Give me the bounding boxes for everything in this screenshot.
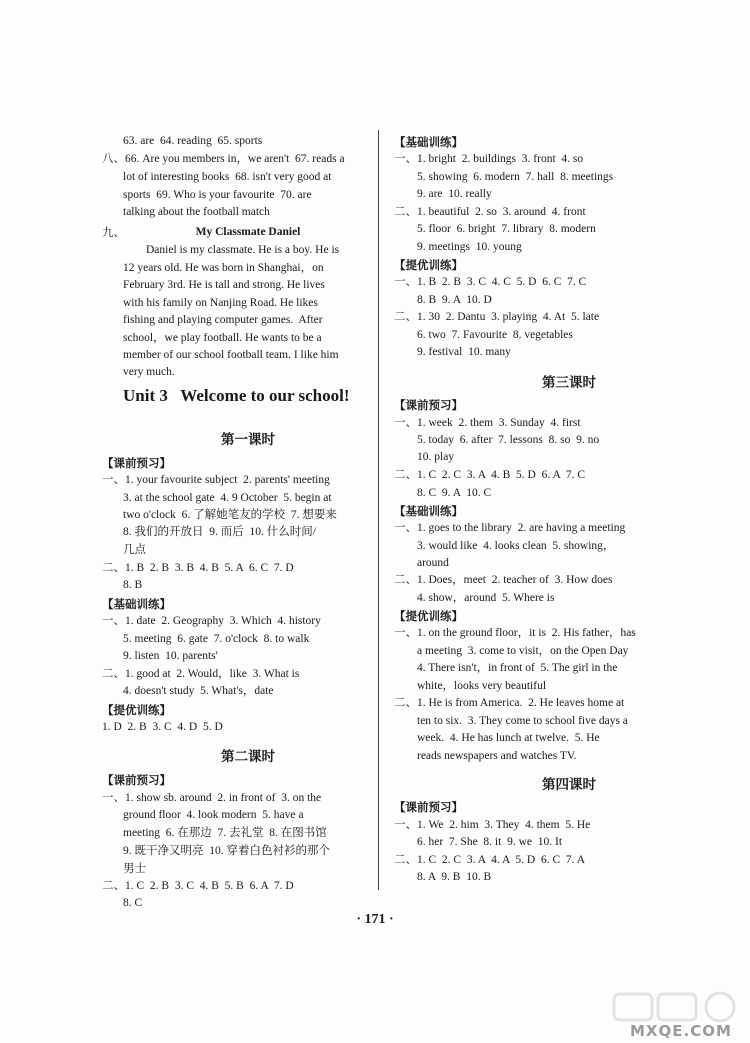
answer-line: 一、1. We 2. him 3. They 4. them 5. He (394, 819, 591, 831)
answer-line: 一、1. date 2. Geography 3. Which 4. history (102, 615, 321, 627)
answer-line: 二、1. B 2. B 3. B 4. B 5. A 6. C 7. D (102, 562, 294, 574)
answer-line: 一、1. your favourite subject 2. parents' meeting (102, 474, 330, 486)
answer-line: 二、1. C 2. B 3. C 4. B 5. B 6. A 7. D (102, 880, 294, 892)
answer-line: 6. her 7. She 8. it 9. we 10. It (417, 836, 563, 848)
answer-line: 6. two 7. Favourite 8. vegetables (417, 329, 573, 341)
answer-line: around (417, 557, 449, 569)
answer-line: 8. A 9. B 10. B (417, 871, 492, 883)
unit-title: Unit 3 Welcome to our school! (123, 386, 350, 405)
answer-line: 5. floor 6. bright 7. library 8. modern (417, 223, 596, 235)
section-heading: 【基础训练】 (394, 135, 463, 149)
answer-line: 5. meeting 6. gate 7. o'clock 8. to walk (123, 633, 310, 645)
answer-line: 8. B (123, 579, 143, 591)
answer-line: 二、1. C 2. C 3. A 4. A 5. D 6. C 7. A (394, 854, 586, 866)
essay-line: February 3rd. He is tall and strong. He lives (123, 279, 325, 291)
answer-line: 二、1. He is from America. 2. He leaves home at (394, 697, 625, 709)
answer-line: 二、1. beautiful 2. so 3. around 4. front (394, 206, 586, 218)
answer-line: sports 69. Who is your favourite 70. are (123, 189, 312, 201)
answer-line: lot of interesting books 68. isn't very good at (123, 171, 332, 183)
answer-line: 二、1. Does，meet 2. teacher of 3. How does (394, 574, 613, 586)
section-heading: 【提优训练】 (394, 258, 463, 272)
answer-line: ground floor 4. look modern 5. have a (123, 809, 304, 821)
answer-line: 二、1. C 2. C 3. A 4. B 5. D 6. A 7. C (394, 469, 586, 481)
answer-line: 9. festival 10. many (417, 346, 511, 358)
answer-line: 5. showing 6. modern 7. hall 8. meetings (417, 171, 614, 183)
answer-line: white，looks very beautiful (417, 680, 547, 692)
essay-line: fishing and playing computer games. After (123, 314, 323, 326)
answer-line: a meeting 3. come to visit，on the Open Day (417, 645, 629, 657)
section-heading: 【课前预习】 (394, 800, 463, 814)
answer-line: meeting 6. 在那边 7. 去礼堂 8. 在图书馆 (123, 827, 327, 839)
essay-title: My Classmate Daniel (195, 226, 301, 238)
answer-line: 一、1. goes to the library 2. are having a meeting (394, 522, 626, 534)
answer-line: 一、1. B 2. B 3. C 4. C 5. D 6. C 7. C (394, 276, 587, 288)
answer-line: 9. 既干净又明亮 10. 穿着白色衬衫的那个 (123, 845, 330, 857)
answer-line: 63. are 64. reading 65. sports (123, 135, 263, 147)
page-number: · 171 · (356, 912, 394, 927)
essay-line: 12 years old. He was born in Shanghai，on (123, 262, 324, 274)
answer-line: reads newspapers and watches TV. (417, 750, 577, 762)
answer-line: 一、1. on the ground floor，it is 2. His father，has (394, 627, 636, 639)
essay-line: school，we play football. He wants to be a (123, 332, 322, 344)
answer-line: 5. today 6. after 7. lessons 8. so 9. no (417, 434, 600, 446)
answer-line: 4. There isn't，in front of 5. The girl in the (417, 662, 618, 674)
section-heading: 【课前预习】 (102, 456, 171, 470)
answer-line: 一、1. bright 2. buildings 3. front 4. so (394, 153, 584, 165)
section-heading: 【课前预习】 (102, 773, 171, 787)
answer-line: 8. C 9. A 10. C (417, 487, 492, 499)
answer-line: 八、66. Are you members in，we aren't 67. reads a (102, 153, 345, 165)
answer-line: 二、1. good at 2. Would，like 3. What is (102, 668, 300, 680)
watermark-text: MXQE.COM (630, 1022, 732, 1040)
essay-line: member of our school football team. I like him (123, 349, 339, 361)
section-heading: 【基础训练】 (102, 597, 171, 611)
section-heading: 【提优训练】 (102, 703, 171, 717)
answer-line: 3. would like 4. looks clean 5. showing， (417, 540, 615, 552)
lesson-heading: 第一课时 (221, 432, 275, 448)
section-heading: 【提优训练】 (394, 609, 463, 623)
answer-line: two o'clock 6. 了解她笔友的学校 7. 想要来 (123, 509, 337, 521)
essay-line: Daniel is my classmate. He is a boy. He is (146, 244, 340, 256)
answer-line: 8. C (123, 897, 143, 909)
answer-line: 一、1. week 2. them 3. Sunday 4. first (394, 417, 581, 429)
answer-line: 一、1. show sb. around 2. in front of 3. on the (102, 792, 322, 804)
answer-line: 4. doesn't study 5. What's，date (123, 685, 274, 697)
answer-line: 9. listen 10. parents' (123, 650, 218, 662)
column-divider (378, 130, 379, 890)
answer-line: 8. 我们的开放日 9. 而后 10. 什么时间/ (123, 526, 316, 538)
essay-line: very much. (123, 366, 175, 378)
answer-line: week. 4. He has lunch at twelve. 5. He (417, 732, 600, 744)
lesson-heading: 第四课时 (542, 777, 596, 793)
essay-line: with his family on Nanjing Road. He likes (123, 297, 318, 309)
answer-line: 9. are 10. really (417, 188, 492, 200)
section-heading: 【基础训练】 (394, 504, 463, 518)
answer-line: 男士 (123, 863, 146, 875)
answer-line: 3. at the school gate 4. 9 October 5. begin at (123, 492, 332, 504)
section-heading: 【课前预习】 (394, 398, 463, 412)
answer-line: talking about the football match (123, 206, 270, 218)
answer-line: 1. D 2. B 3. C 4. D 5. D (102, 721, 223, 733)
lesson-heading: 第三课时 (542, 375, 596, 391)
answer-line: ten to six. 3. They come to school five days a (417, 715, 628, 727)
answer-line: 几点 (123, 544, 146, 556)
answer-line: 9. meetings 10. young (417, 241, 522, 253)
answer-line: 8. B 9. A 10. D (417, 294, 492, 306)
answer-line: 4. show，around 5. Where is (417, 592, 555, 604)
answer-line: 10. play (417, 451, 455, 463)
answer-line: 二、1. 30 2. Dantu 3. playing 4. At 5. late (394, 311, 600, 323)
essay-number: 九、 (102, 227, 125, 239)
lesson-heading: 第二课时 (221, 749, 275, 765)
